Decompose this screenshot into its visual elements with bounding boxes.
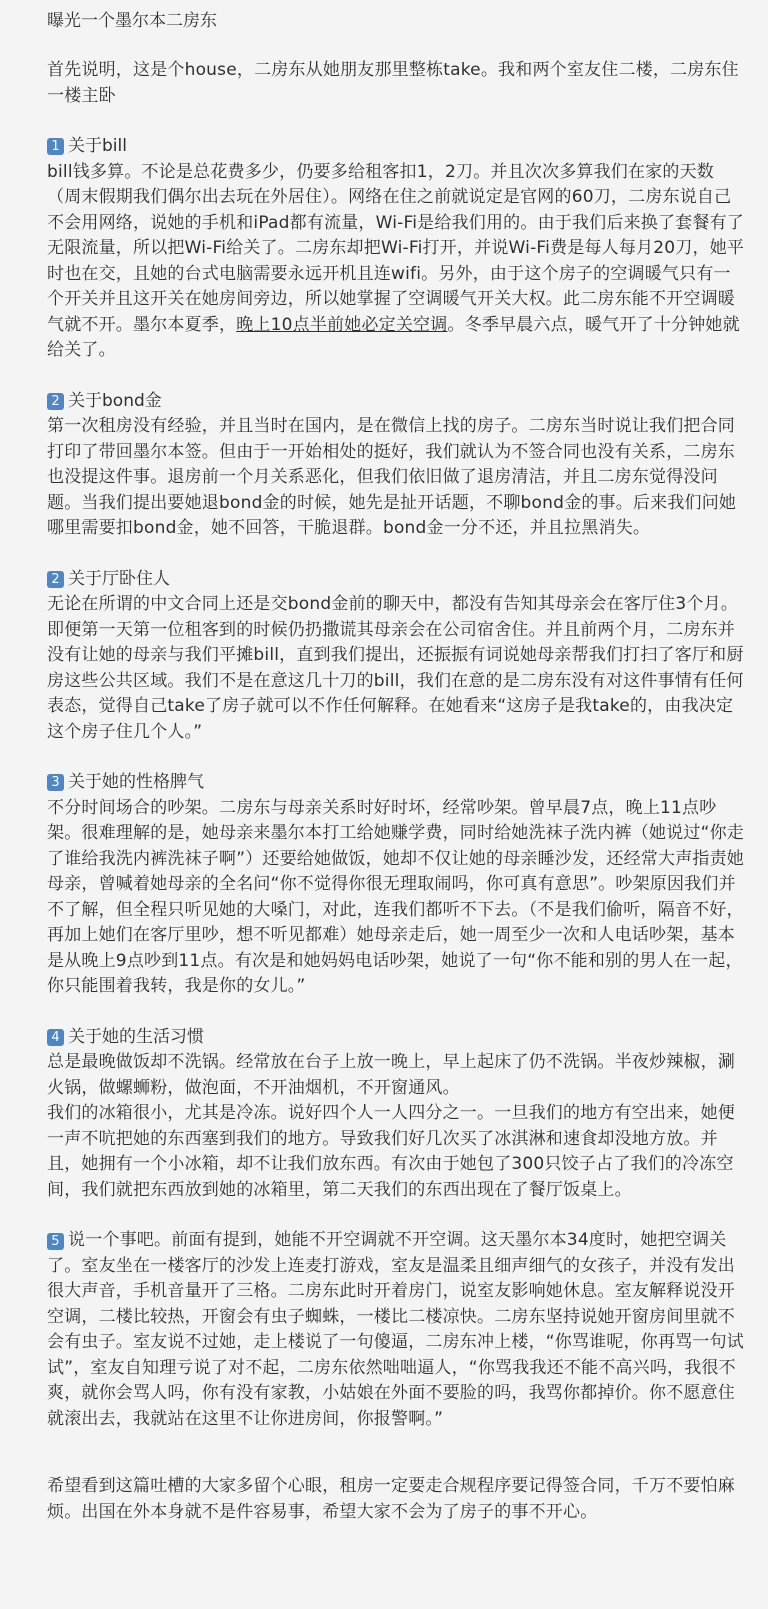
section-temper: [47, 770, 746, 1000]
section-heading: [47, 770, 746, 796]
body-text: bill钱多算。不论是总花费多少，仍要多给租客扣1，2刀。并且次次多算我们在家的天数（周末假期我们偶尔出去玩在外居住）。网络在住之前就说定是官网的60刀，二房东说自己不会用网络，说她的手机和iPad都有流量，Wi-Fi是给我们用的。由于我们后来换了套餐有了无限流量，所以把Wi-Fi给关了。二房东却把Wi-Fi打开，并说Wi-Fi费是每人每月20刀，她平时也在交，且她的台式电脑需要永远开机且连wifi。另外，由于这个房子的空调暖气只有一个开关并且这开关在她房间旁边，所以她掌握了空调暖气开关大权。此二房东能不开空调暖气就不开。墨尔本夏季，: [47, 161, 745, 335]
number-badge-icon: 3: [47, 774, 64, 791]
closing-paragraph: 希望看到这篇吐槽的大家多留个心眼，租房一定要走合规程序要记得签合同，千万不要怕麻烦。出国在外本身就不是件容易事，希望大家不会为了房子的事不开心。: [47, 1476, 735, 1522]
number-badge-icon: 5: [47, 1233, 64, 1250]
number-badge-icon: 2: [47, 393, 64, 410]
section-bill: [47, 134, 746, 364]
number-badge-icon: 2: [47, 571, 64, 588]
section-body: [47, 160, 746, 364]
section-bond: [47, 389, 746, 542]
body-text-end: 。冬季早晨六点，暖气开了十分钟她就给关了。: [47, 314, 740, 360]
section-title: 关于厅卧住人: [68, 568, 170, 589]
section-body: [47, 1228, 746, 1432]
section-title: 关于bond金: [68, 390, 162, 411]
closing-section: [47, 1474, 746, 1525]
number-badge-icon: 1: [47, 138, 64, 155]
section-body: 第一次租房没有经验，并且当时在国内，是在微信上找的房子。二房东当时说让我们把合同打印了带回墨尔本签。但由于一开始相处的挺好，我们就认为不签合同也没有关系，二房东也没提这件事。退房前一个月关系恶化，但我们依旧做了退房清洁，并且二房东觉得没问题。当我们提出要她退bond金的时候，她先是扯开话题，不聊bond金的事。后来我们问她哪里需要扣bond金，她不回答，干脆退群。bond金一分不还，并且拉黑消失。: [47, 416, 737, 538]
section-heading: [47, 389, 746, 415]
section-title: 关于她的性格脾气: [68, 772, 204, 792]
section-habits: [47, 1025, 746, 1204]
post-title: 曝光一个墨尔本二房东: [47, 11, 217, 31]
section-body: 不分时间场合的吵架。二房东与母亲关系时好时坏，经常吵架。曾早晨7点，晚上11点吵架。很难理解的是，她母亲来墨尔本打工给她赚学费，同时给她洗袜子洗内裤（她说过“你走了谁给我洗内裤洗袜子啊”）还要给她做饭，她却不仅让她的母亲睡沙发，还经常大声指责她母亲，曾喊着她母亲的全名问“你不觉得你很无理取闹吗，你可真有意思”。吵架原因我们并不了解，但全程只听见她的大嗓门，对此，连我们都听不下去。（不是我们偷听，隔音不好，再加上她们在客厅里吵，想不听见都难）她母亲走后，她一周至少一次和人电话吵架，基本是从晚上9点吵到11点。有次是和她妈妈电话吵架，她说了一句“你不能和别的男人在一起，你只能围着我转，我是你的女儿。”: [47, 797, 745, 996]
underlined-text: 晚上10点半前她必定关空调: [236, 314, 448, 335]
section-body-2: 我们的冰箱很小，尤其是冷冻。说好四个人一人四分之一。一旦我们的地方有空出来，她便一声不吭把她的东西塞到我们的地方。导致我们好几次买了冰淇淋和速食却没地方放。并且，她拥有一个小冰箱，却不让我们放东西。有次由于她包了300只饺子占了我们的冷冻空间，我们就把东西放到她的冰箱里，第二天我们的东西出现在了餐厅饭桌上。: [47, 1103, 735, 1200]
section-living-room: [47, 567, 746, 746]
body-text: 说一个事吧。前面有提到，她能不开空调就不开空调。这天墨尔本34度时，她把空调关了。室友坐在一楼客厅的沙发上连麦打游戏，室友是温柔且细声细气的女孩子，并没有发出很大声音，手机音量开了三格。二房东此时开着房门，说室友影响她休息。室友解释说没开空调，二楼比较热，开窗会有虫子蜘蛛，一楼比二楼凉快。二房东坚持说她开窗房间里就不会有虫子。室友说不过她，走上楼说了一句傻逼，二房东冲上楼，“你骂谁呢，你再骂一句试试”，室友自知理亏说了对不起，二房东依然咄咄逼人，“你骂我我还不能不高兴吗，我很不爽，就你会骂人吗，你有没有家教，小姑娘在外面不要脸的吗，我骂你都掉价。你不愿意住就滚出去，我就站在这里不让你进房间，你报警啊。”: [47, 1230, 745, 1429]
section-title: 关于她的生活习惯: [68, 1026, 204, 1047]
section-body: 总是最晚做饭却不洗锅。经常放在台子上放一晚上，早上起床了仍不洗锅。半夜炒辣椒，涮火锅，做螺蛳粉，做泡面，不开油烟机，不开窗通风。: [47, 1052, 735, 1098]
section-heading: [47, 134, 746, 160]
section-title: 关于bill: [68, 136, 127, 156]
section-body: 无论在所谓的中文合同上还是交bond金前的聊天中，都没有告知其母亲会在客厅住3个月。即便第一天第一位租客到的时候仍扔撒谎其母亲会在公司宿舍住。并且前两个月，二房东并没有让她的母亲与我们平摊bill，直到我们提出，还振振有词说她母亲帮我们打扫了客厅和厨房这些公共区域。我们不是在意这几十刀的bill，我们在意的是二房东没有对这件事情有任何表态，觉得自己take了房子就可以不作任何解释。在她看来“这房子是我take的，由我决定这个房子住几个人。”: [47, 594, 744, 742]
section-story: [47, 1228, 746, 1432]
number-badge-icon: 4: [47, 1029, 64, 1046]
section-heading: [47, 1025, 746, 1051]
section-heading: [47, 567, 746, 593]
intro-paragraph: 首先说明，这是个house，二房东从她朋友那里整栋take。我和两个室友住二楼，二房东住一楼主卧: [47, 60, 739, 106]
